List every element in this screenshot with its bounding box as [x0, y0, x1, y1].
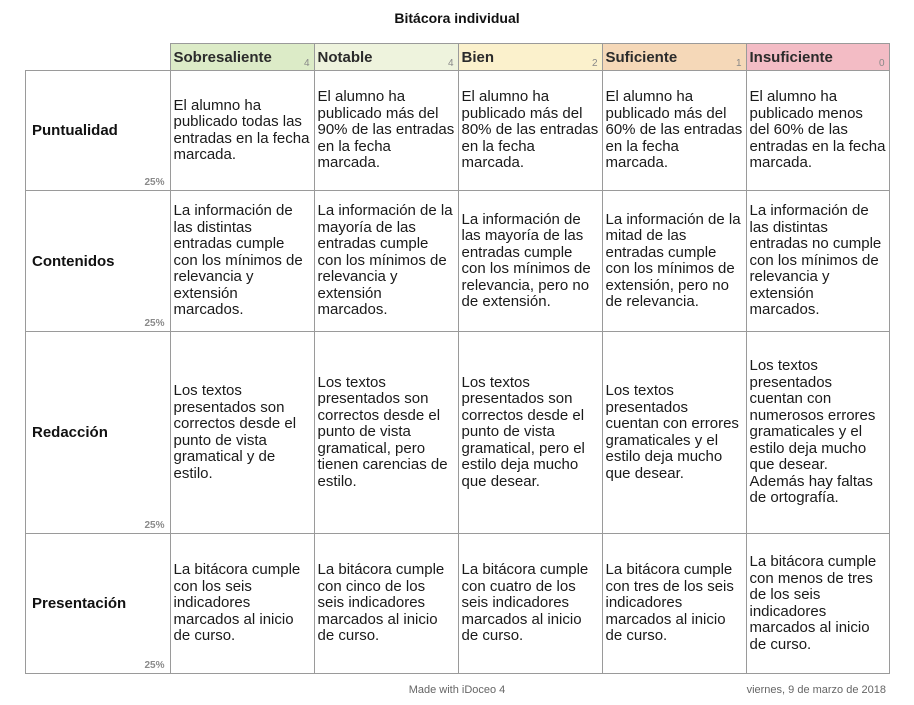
level-header-row	[26, 44, 890, 71]
criterion-cell	[26, 534, 171, 674]
level-points: 4	[447, 58, 454, 69]
criterion-row-presentacion	[26, 534, 890, 674]
descriptor-cell: La información de las distintas entradas cumple con los mínimos de relevancia y extensión marcados.	[170, 191, 314, 332]
level-label: Bien	[461, 48, 495, 66]
descriptor-cell: Los textos presentados son correctos desde el punto de vista gramatical, pero el estilo deja mucho que desear.	[458, 332, 602, 534]
level-points: 1	[735, 58, 742, 69]
footer-date: viernes, 9 de marzo de 2018	[746, 684, 886, 696]
criterion-weight: 25%	[144, 318, 165, 329]
level-label: Insuficiente	[749, 48, 833, 66]
criterion-cell	[26, 191, 171, 332]
level-header-notable	[314, 44, 458, 71]
descriptor-cell: El alumno ha publicado todas las entradas en la fecha marcada.	[170, 71, 314, 191]
criterion-weight: 25%	[144, 177, 165, 188]
descriptor-cell: El alumno ha publicado más del 90% de las entradas en la fecha marcada.	[314, 71, 458, 191]
criterion-cell	[26, 332, 171, 534]
descriptor-cell: La información de la mitad de las entradas cumple con los mínimos de extensión, pero no de relevancia.	[602, 191, 746, 332]
level-header-suficiente	[602, 44, 746, 71]
descriptor-cell: Los textos presentados son correctos desde el punto de vista gramatical, pero tienen carencias de estilo.	[314, 332, 458, 534]
descriptor-cell: El alumno ha publicado menos del 60% de las entradas en la fecha marcada.	[746, 71, 889, 191]
descriptor-cell: La información de las distintas entradas no cumple con los mínimos de relevancia y extensión marcados.	[746, 191, 889, 332]
criterion-row-puntualidad	[26, 71, 890, 191]
level-label: Sobresaliente	[173, 48, 272, 66]
level-points: 4	[303, 58, 310, 69]
descriptor-cell: La bitácora cumple con los seis indicadores marcados al inicio de curso.	[170, 534, 314, 674]
made-with-credit: Made with iDoceo 4	[408, 684, 506, 696]
criterion-weight: 25%	[144, 660, 165, 671]
criterion-row-redaccion	[26, 332, 890, 534]
criterion-name: Presentación	[32, 595, 127, 612]
descriptor-cell: Los textos presentados cuentan con numerosos errores gramaticales y el estilo deja mucho que desear. Además hay faltas de ortografía.	[746, 332, 889, 534]
level-points: 0	[878, 58, 885, 69]
descriptor-cell: La información de las mayoría de las entradas cumple con los mínimos de relevancia, pero no de extensión.	[458, 191, 602, 332]
descriptor-cell: La bitácora cumple con cuatro de los seis indicadores marcados al inicio de curso.	[458, 534, 602, 674]
descriptor-cell: La información de la mayoría de las entradas cumple con los mínimos de relevancia y extensión marcados.	[314, 191, 458, 332]
descriptor-cell: La bitácora cumple con cinco de los seis indicadores marcados al inicio de curso.	[314, 534, 458, 674]
page-title: Bitácora individual	[394, 10, 520, 26]
rubric-table	[25, 43, 890, 674]
level-points: 2	[591, 58, 598, 69]
descriptor-cell: Los textos presentados cuentan con errores gramaticales y el estilo deja mucho que desear.	[602, 332, 746, 534]
descriptor-cell: El alumno ha publicado más del 60% de las entradas en la fecha marcada.	[602, 71, 746, 191]
criterion-name: Contenidos	[32, 252, 115, 270]
level-header-insuficiente	[746, 44, 889, 71]
level-label: Notable	[317, 48, 373, 66]
criterion-cell	[26, 71, 171, 191]
corner-cell	[26, 44, 171, 71]
descriptor-cell: Los textos presentados son correctos desde el punto de vista gramatical y de estilo.	[170, 332, 314, 534]
criterion-row-contenidos	[26, 191, 890, 332]
criterion-name: Redacción	[32, 424, 108, 441]
level-header-bien	[458, 44, 602, 71]
level-label: Suficiente	[605, 48, 678, 66]
descriptor-cell: La bitácora cumple con menos de tres de los seis indicadores marcados al inicio de curso.	[746, 534, 889, 674]
descriptor-cell: La bitácora cumple con tres de los seis indicadores marcados al inicio de curso.	[602, 534, 746, 674]
criterion-weight: 25%	[144, 520, 165, 531]
descriptor-cell: El alumno ha publicado más del 80% de las entradas en la fecha marcada.	[458, 71, 602, 191]
level-header-sobresaliente	[170, 44, 314, 71]
criterion-name: Puntualidad	[32, 122, 118, 139]
